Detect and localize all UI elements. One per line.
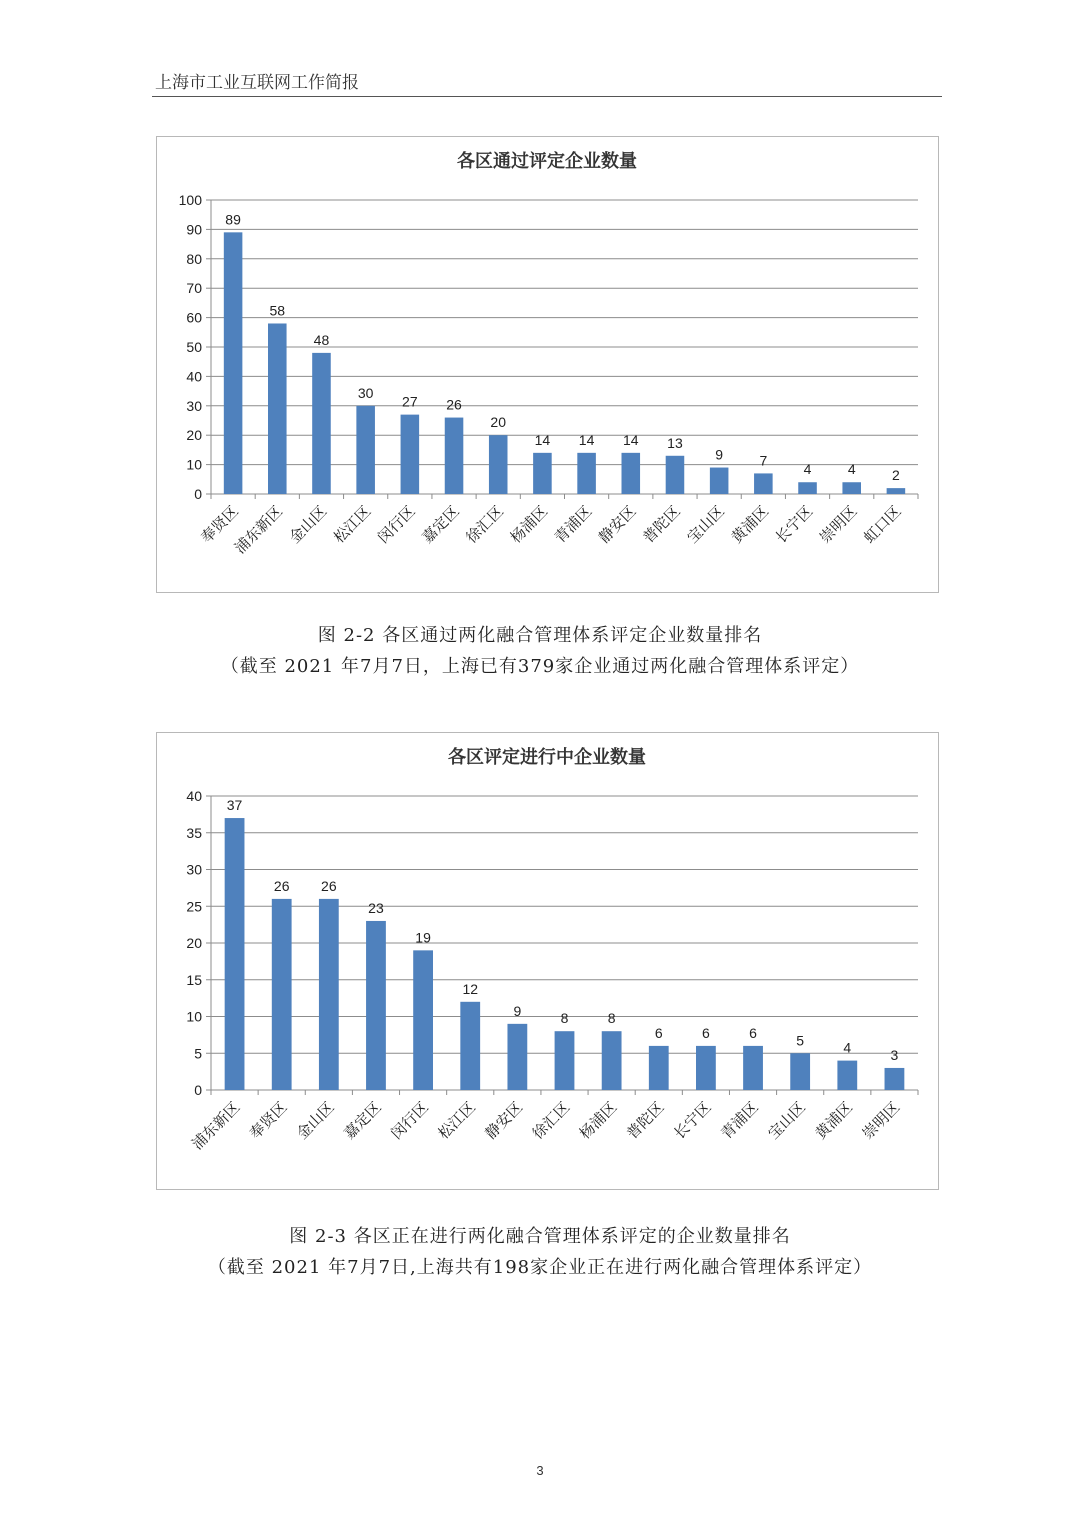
chart-passed-enterprises xyxy=(156,136,939,593)
data-label: 27 xyxy=(402,393,418,410)
bar xyxy=(887,488,906,494)
y-tick-label: 0 xyxy=(194,1082,202,1098)
bar xyxy=(798,482,817,494)
y-tick-label: 70 xyxy=(186,280,202,297)
bar xyxy=(842,482,861,494)
bar xyxy=(445,418,464,494)
bar xyxy=(460,1002,480,1090)
x-tick-label: 黄浦区 xyxy=(727,502,773,547)
data-label: 5 xyxy=(796,1032,805,1049)
x-tick-label: 长宁区 xyxy=(771,502,817,547)
bar xyxy=(401,415,420,494)
data-label: 7 xyxy=(759,452,768,469)
x-tick-label: 奉贤区 xyxy=(197,502,242,547)
data-label: 6 xyxy=(749,1024,757,1041)
x-tick-label: 浦东新区 xyxy=(230,502,287,558)
page-number: 3 xyxy=(536,1463,544,1478)
bar xyxy=(224,232,243,494)
x-tick-label: 崇明区 xyxy=(815,502,861,547)
bar xyxy=(533,453,552,494)
bar xyxy=(356,406,375,494)
x-tick-label: 嘉定区 xyxy=(340,1098,385,1143)
bar xyxy=(885,1068,905,1090)
y-tick-label: 10 xyxy=(186,1008,202,1025)
data-label: 9 xyxy=(513,1002,522,1019)
header-title: 上海市工业互联网工作简报 xyxy=(155,73,359,93)
bar xyxy=(272,899,292,1090)
bar xyxy=(837,1061,857,1090)
chart-title: 各区通过评定企业数量 xyxy=(457,151,637,172)
bar xyxy=(268,323,287,494)
y-tick-label: 20 xyxy=(186,935,202,951)
x-tick-label: 闵行区 xyxy=(387,1098,432,1143)
data-label: 48 xyxy=(313,331,330,348)
figure-2-2-note: （截至 2021 年7月7日，上海已有379家企业通过两化融合管理体系评定） xyxy=(220,656,860,677)
bar xyxy=(602,1031,622,1090)
x-tick-label: 徐汇区 xyxy=(462,502,508,547)
x-tick-label: 虹口区 xyxy=(860,502,905,547)
data-label: 8 xyxy=(607,1010,616,1027)
chart-passed-svg xyxy=(157,137,938,592)
x-tick-label: 嘉定区 xyxy=(418,502,463,547)
bar xyxy=(312,353,331,494)
x-tick-label: 杨浦区 xyxy=(506,502,552,547)
x-tick-label: 金山区 xyxy=(285,502,331,547)
x-tick-label: 浦东新区 xyxy=(188,1098,244,1154)
y-tick-label: 30 xyxy=(186,861,202,878)
data-label: 26 xyxy=(273,877,290,894)
y-tick-label: 60 xyxy=(186,309,202,326)
bar xyxy=(790,1053,810,1090)
bar xyxy=(743,1046,763,1090)
bar xyxy=(666,456,685,494)
data-label: 14 xyxy=(534,431,551,448)
x-tick-label: 宝山区 xyxy=(683,502,728,547)
data-label: 12 xyxy=(462,980,479,997)
bar xyxy=(555,1031,575,1090)
bar xyxy=(319,899,339,1090)
data-label: 30 xyxy=(357,384,374,401)
bar xyxy=(366,921,386,1090)
data-label: 26 xyxy=(446,396,462,413)
figure-2-3-caption: 图 2-3 各区正在进行两化融合管理体系评定的企业数量排名 xyxy=(289,1226,791,1247)
x-tick-label: 宝山区 xyxy=(764,1098,809,1143)
x-tick-label: 松江区 xyxy=(329,502,375,547)
chart-title: 各区评定进行中企业数量 xyxy=(448,747,646,768)
y-tick-label: 100 xyxy=(178,192,202,208)
y-tick-label: 40 xyxy=(186,788,202,804)
data-label: 23 xyxy=(368,899,384,916)
bar xyxy=(489,435,508,494)
data-label: 2 xyxy=(892,467,900,484)
bar xyxy=(413,950,433,1090)
x-tick-label: 徐汇区 xyxy=(528,1098,574,1143)
figure-2-3-note: （截至 2021 年7月7日,上海共有198家企业正在进行两化融合管理体系评定） xyxy=(207,1257,873,1278)
y-tick-label: 0 xyxy=(194,486,202,502)
header-divider xyxy=(152,96,942,97)
data-label: 3 xyxy=(890,1046,899,1063)
x-tick-label: 普陀区 xyxy=(623,1098,668,1143)
x-tick-label: 金山区 xyxy=(293,1098,338,1143)
x-tick-label: 杨浦区 xyxy=(575,1098,621,1143)
y-tick-label: 5 xyxy=(194,1045,202,1062)
chart-in-progress-enterprises xyxy=(156,732,939,1190)
x-tick-label: 青浦区 xyxy=(717,1098,762,1143)
y-tick-label: 80 xyxy=(186,250,202,267)
data-label: 89 xyxy=(225,211,241,228)
data-label: 19 xyxy=(415,929,431,946)
x-tick-label: 黄浦区 xyxy=(811,1098,857,1143)
data-label: 8 xyxy=(560,1010,569,1027)
x-tick-label: 普陀区 xyxy=(639,502,684,547)
x-tick-label: 静安区 xyxy=(595,502,640,547)
y-tick-label: 20 xyxy=(186,427,202,444)
bar xyxy=(507,1024,527,1090)
data-label: 6 xyxy=(654,1024,663,1041)
bar xyxy=(696,1046,716,1090)
chart-in-progress-svg xyxy=(157,733,938,1189)
bar xyxy=(577,453,596,494)
data-label: 14 xyxy=(622,431,639,448)
data-label: 20 xyxy=(490,414,507,431)
y-tick-label: 50 xyxy=(186,339,202,355)
data-label: 14 xyxy=(578,431,595,448)
figure-2-2-caption: 图 2-2 各区通过两化融合管理体系评定企业数量排名 xyxy=(317,625,763,646)
x-tick-label: 闵行区 xyxy=(374,502,419,547)
y-tick-label: 35 xyxy=(186,824,202,841)
data-label: 26 xyxy=(321,877,337,894)
y-tick-label: 90 xyxy=(186,221,202,238)
y-tick-label: 25 xyxy=(186,898,202,915)
data-label: 4 xyxy=(847,461,856,478)
x-tick-label: 崇明区 xyxy=(858,1098,904,1143)
bar xyxy=(754,473,773,494)
x-tick-label: 奉贤区 xyxy=(245,1098,291,1143)
data-label: 4 xyxy=(803,461,812,478)
bar xyxy=(649,1046,669,1090)
data-label: 4 xyxy=(843,1039,852,1056)
y-tick-label: 30 xyxy=(186,397,202,414)
data-label: 13 xyxy=(667,434,683,451)
data-label: 9 xyxy=(715,446,724,463)
x-tick-label: 松江区 xyxy=(434,1098,480,1143)
data-label: 37 xyxy=(226,797,243,814)
y-tick-label: 15 xyxy=(186,971,202,988)
bar xyxy=(622,453,641,494)
x-tick-label: 长宁区 xyxy=(670,1098,715,1143)
data-label: 6 xyxy=(702,1024,710,1041)
data-label: 58 xyxy=(269,302,286,319)
bar xyxy=(710,468,729,494)
bar xyxy=(225,818,245,1090)
x-tick-label: 静安区 xyxy=(481,1098,527,1143)
x-tick-label: 青浦区 xyxy=(550,502,596,547)
y-tick-label: 10 xyxy=(186,456,202,473)
y-tick-label: 40 xyxy=(186,368,202,385)
